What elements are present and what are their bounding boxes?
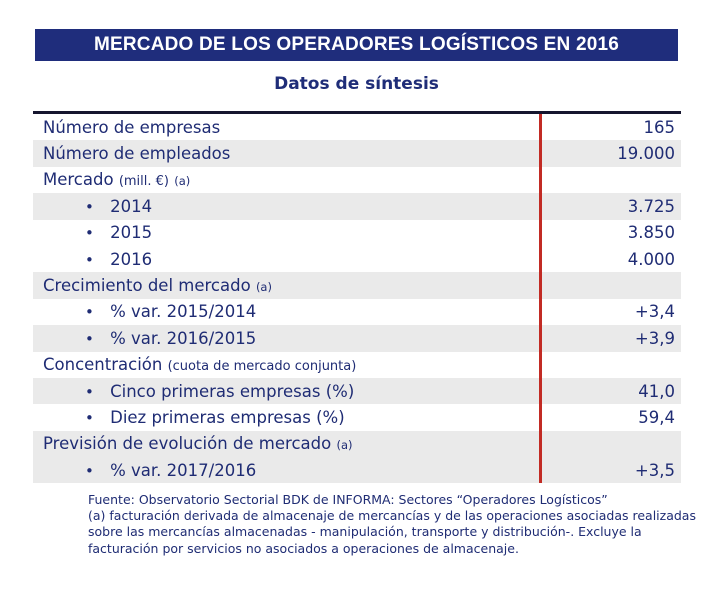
- footer-line-source: Fuente: Observatorio Sectorial BDK de INFORMA: Sectores “Operadores Logísticos”: [88, 492, 608, 507]
- table-row: [33, 352, 681, 378]
- row-label: [33, 408, 345, 427]
- row-label: [33, 197, 152, 216]
- row-label: [33, 276, 272, 295]
- row-label: [33, 329, 256, 348]
- title-banner: [35, 29, 678, 61]
- row-label: [33, 461, 256, 480]
- row-label: [33, 144, 230, 163]
- row-label-text: % var. 2016/2015: [110, 328, 257, 348]
- bullet-icon: •: [85, 382, 94, 401]
- bullet-icon: •: [85, 197, 94, 216]
- footer-line-note-2: sobre las mercancías almacenadas - manipulación, transporte y distribución-. Excluye la: [88, 524, 642, 540]
- row-label-text: % var. 2015/2014: [110, 302, 257, 322]
- row-label: [33, 250, 152, 269]
- table-row: [33, 167, 681, 193]
- row-value: +3,9: [634, 328, 675, 348]
- table-row: [33, 220, 681, 246]
- row-label-text: Mercado: [43, 170, 114, 190]
- row-label-text: Cinco primeras empresas (%): [110, 381, 355, 401]
- bullet-icon: •: [85, 250, 94, 269]
- red-divider-line: [539, 114, 542, 483]
- table-row: [33, 299, 681, 325]
- row-label-note: (cuota de mercado conjunta): [167, 359, 357, 375]
- footer-line-note-3: facturación por servicios no asociados a operaciones de almacenaje.: [88, 540, 519, 556]
- row-label-text: Diez primeras empresas (%): [110, 407, 345, 427]
- row-value: 3.725: [627, 196, 675, 216]
- bullet-icon: •: [85, 329, 94, 348]
- synthesis-data-table: [33, 111, 681, 483]
- row-label-text: Número de empresas: [43, 117, 221, 137]
- row-label: [33, 355, 356, 374]
- row-label-text: Número de empleados: [43, 144, 231, 164]
- row-label: [33, 302, 256, 321]
- footnote-marker: (a): [174, 174, 191, 189]
- bullet-icon: •: [85, 224, 94, 243]
- row-label-note: (mill. €): [118, 174, 169, 190]
- table-row: [33, 272, 681, 298]
- row-label-text: 2015: [110, 223, 153, 243]
- footnote-marker: (a): [255, 280, 272, 295]
- table-subtitle: Datos de síntesis: [274, 74, 439, 94]
- row-label-text: % var. 2017/2016: [110, 460, 257, 480]
- table-row: [33, 140, 681, 166]
- row-label: [33, 223, 152, 242]
- bullet-icon: •: [85, 303, 94, 322]
- source-footnote: [88, 492, 708, 557]
- row-value: +3,5: [634, 460, 675, 480]
- row-label-text: Crecimiento del mercado: [43, 276, 251, 296]
- table-row: [33, 378, 681, 404]
- row-value: 3.850: [627, 223, 675, 243]
- footer-line-note-1: (a) facturación derivada de almacenaje de mercancías y de las operaciones asociadas realizadas: [88, 508, 696, 524]
- bullet-icon: •: [85, 461, 94, 480]
- table-row: [33, 457, 681, 483]
- row-value: 4.000: [627, 249, 675, 269]
- row-value: 59,4: [638, 407, 675, 427]
- row-label-text: 2016: [110, 249, 153, 269]
- row-label: [33, 118, 220, 137]
- table-row: [33, 404, 681, 430]
- page-title: MERCADO DE LOS OPERADORES LOGÍSTICOS EN 2016: [93, 34, 620, 55]
- table-row: [33, 193, 681, 219]
- row-value: 19.000: [617, 144, 675, 164]
- row-label-text: 2014: [110, 196, 153, 216]
- row-value: 41,0: [638, 381, 675, 401]
- row-label: [33, 170, 190, 189]
- row-value: +3,4: [634, 302, 675, 322]
- row-label: [33, 382, 354, 401]
- table-row: [33, 325, 681, 351]
- bullet-icon: •: [85, 408, 94, 427]
- row-label-text: Concentración: [43, 355, 163, 375]
- row-label-text: Previsión de evolución de mercado: [43, 434, 332, 454]
- table-row: [33, 431, 681, 457]
- table-row: [33, 246, 681, 272]
- footnote-marker: (a): [336, 438, 353, 453]
- table-row: [33, 114, 681, 140]
- row-label: [33, 434, 352, 453]
- row-value: 165: [643, 117, 675, 137]
